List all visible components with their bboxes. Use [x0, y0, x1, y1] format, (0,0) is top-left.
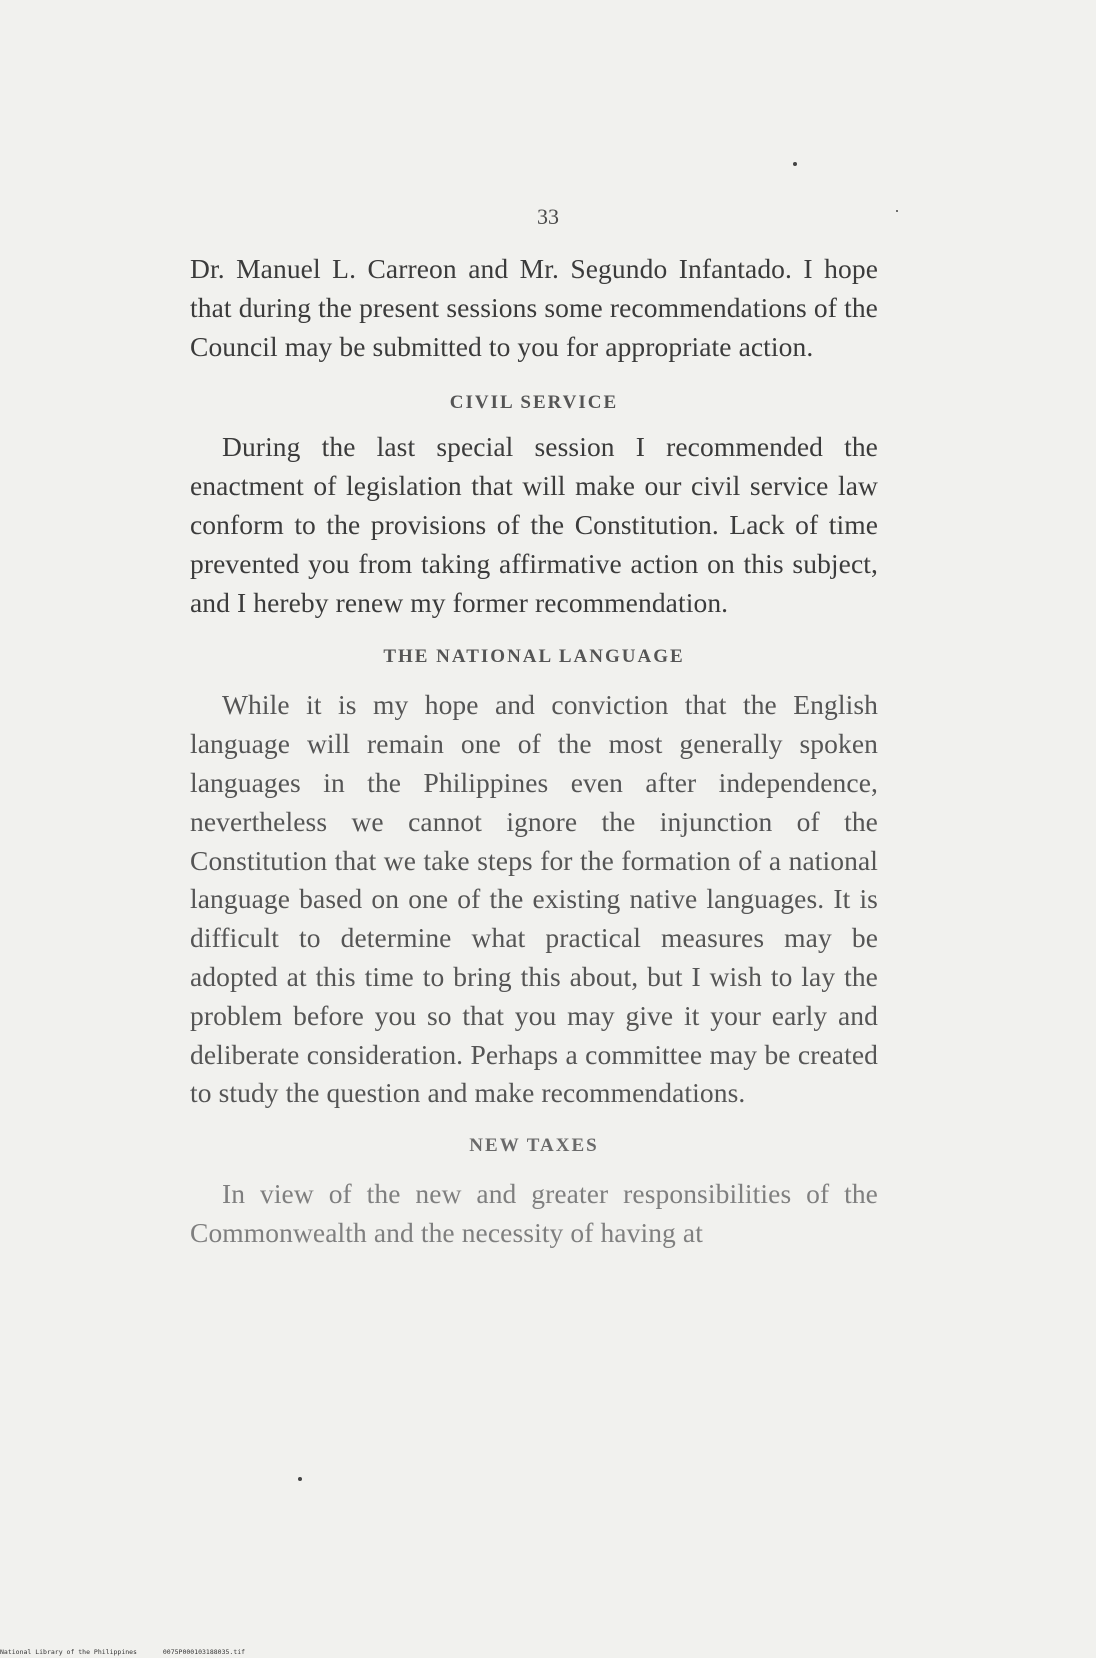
- footer-library: National Library of the Philippines: [0, 1648, 137, 1656]
- paragraph-national-language: While it is my hope and conviction that the English language will remain one of the most generally spoken languages in the Philippines even after independence, nevertheless we cannot ignore the injunction of the Constitution that we take steps for the formation of a national language based on one of the existing native languages. It is difficult to determine what practical measures may be adopted at this time to bring this about, but I wish to lay the problem before you so that you may give it your early and deliberate consideration. Perhaps a committee may be created to study the question and make recommendations.: [190, 689, 878, 1109]
- scan-speck: [793, 162, 797, 166]
- heading-civil-service: CIVIL SERVICE: [449, 392, 619, 414]
- paragraph-intro: Dr. Manuel L. Carreon and Mr. Segundo Infantado. I hope that during the present sessions some recommendations of the Council may be submitted to you for appropriate action.: [190, 253, 878, 362]
- heading-national-language: THE NATIONAL LANGUAGE: [383, 646, 685, 668]
- heading-new-taxes: NEW TAXES: [469, 1135, 599, 1157]
- footer-file: 0075P000103188035.tif: [162, 1648, 246, 1656]
- scan-footer: [0, 1648, 267, 1656]
- scan-speck: [896, 210, 898, 212]
- paragraph-new-taxes: In view of the new and greater responsibilities of the Commonwealth and the necessity of having at: [190, 1178, 878, 1248]
- page-body: [190, 250, 878, 1253]
- page-number: 33: [537, 204, 559, 229]
- scan-speck: [298, 1477, 302, 1481]
- paragraph-civil-service: During the last special session I recommended the enactment of legislation that will make our civil service law conform to the provisions of the Constitution. Lack of time prevented you from taking affirmative action on this subject, and I hereby renew my former recommendation.: [190, 431, 878, 618]
